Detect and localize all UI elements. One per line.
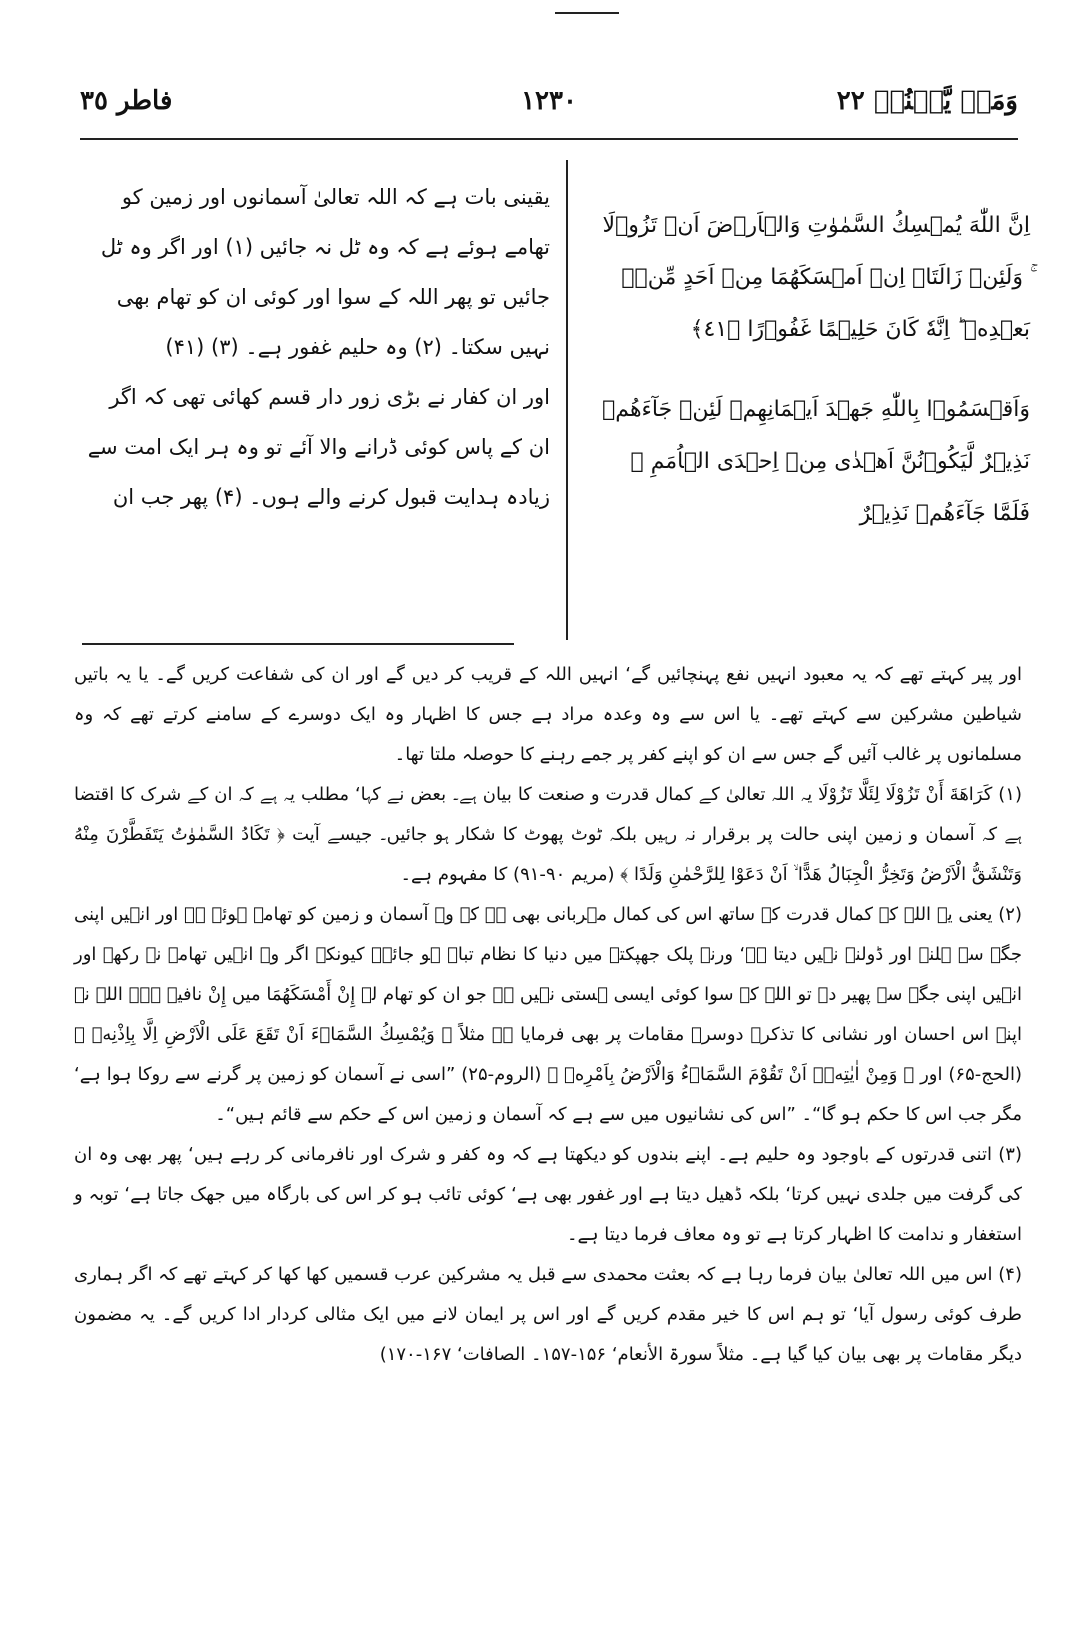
footnotes [74,655,1022,1375]
column-divider [566,160,568,640]
arabic-text-column [590,200,1030,568]
surah-title: فاطر ٣٥ [80,86,173,116]
top-rule [555,12,619,14]
translation-paragraph: اور ان کفار نے بڑی زور دار قسم کھائی تھی کہ اگر ان کے پاس کوئی ڈرانے والا آئے تو وہ ہر ایک امت سے زیادہ ہدایت قبول کرنے والے ہوں۔ (۴) پھر جب ان [87,385,550,509]
footnote-rule [82,643,514,645]
footnote-continuation: اور پیر کہتے تھے کہ یہ معبود انہیں نفع پہنچائیں گے‘ انہیں اللہ کے قریب کر دیں گے اور ان کی شفاعت کریں گے۔ یا یہ باتیں شیاطین مشرکین سے کہتے تھے۔ یا اس سے وہ وعدہ مراد ہے جس کا اظہار وہ ایک دوسرے کے سامنے کرتے تھے کہ وہ مسلمانوں پر غالب آئیں گے جس سے ان کو اپنے کفر پر جمے رہنے کا حوصلہ ملتا تھا۔ [74,664,1022,765]
ayah-42: وَاَقۡسَمُوۡا بِاللّٰهِ جَهۡدَ اَيۡمَانِهِمۡ لَئِنۡ جَآءَهُمۡ نَذِيۡرٌ لَّيَكُوۡنُنَّ اَهۡدٰى مِنۡ اِحۡدَى الۡاُمَمِ ۚ فَلَمَّا جَآءَهُمۡ نَذِيۡرٌ [602,397,1030,526]
juz-title: وَمَنۡ يَّقۡنُتۡ ٢٢ [836,86,1018,116]
footnote-2: (۲) یعنی یہ اللہ کے کمال قدرت کے ساتھ اس کی کمال مہربانی بھی ہے کہ وہ آسمان و زمین کو تھامے ہوئے ہے اور انہیں اپنی جگہ سے ہلنے اور ڈولنے نہیں دیتا ہے‘ ورنہ پلک جھپکتے میں دنیا کا نظام تباہ ہو جائے۔ کیونکہ اگر وہ انہیں تھامے نہ رکھے اور انہیں اپنی جگہ سے پھیر دے تو اللہ کے سوا کوئی ایسی ہستی نہیں ہے جو ان کو تھام لے إِنْ أَمْسَكَهُمَا میں إِنْ نافیہ ہے۔ اللہ نے اپنے اس احسان اور نشانی کا تذکرہ دوسرے مقامات پر بھی فرمایا ہے مثلاً ﴿ وَيُمْسِكُ السَّمَاۤءَ اَنْ تَقَعَ عَلَى الْاَرْضِ اِلَّا بِاِذْنِهٖ ﴾ (الحج-۶۵) اور ﴿ وَمِنْ اٰيٰتِهٖۤ اَنْ تَقُوْمَ السَّمَاۤءُ وَالْاَرْضُ بِاَمْرِهٖ ﴾ (الروم-۲۵) ”اسی نے آسمان کو زمین پر گرنے سے روکا ہوا ہے‘ مگر جب اس کا حکم ہو گا“۔ ”اس کی نشانیوں میں سے ہے کہ آسمان و زمین اس کے حکم سے قائم ہیں“۔ [74,904,1022,1125]
footnote-1: (۱) كَرَاهَةَ أَنْ تَزُوْلَا لِئَلَّا تَزُوْلَا یہ اللہ تعالیٰ کے کمال قدرت و صنعت کا بیان ہے۔ بعض نے کہا‘ مطلب یہ ہے کہ ان کے شرک کا اقتضا ہے کہ آسمان و زمین اپنی حالت پر برقرار نہ رہیں بلکہ ٹوٹ پھوٹ کا شکار ہو جائیں۔ جیسے آیت ﴿ تَكَادُ السَّمٰوٰتُ يَتَفَطَّرْنَ مِنْهُ وَتَنْشَقُّ الْاَرْضُ وَتَخِرُّ الْجِبَالُ هَدًّا ۙ اَنْ دَعَوْا لِلرَّحْمٰنِ وَلَدًا ﴾ (مریم ۹۰-۹۱) کا مفہوم ہے۔ [74,784,1022,885]
page-number: ١٢٣٠ [521,86,577,116]
header-rule [80,138,1018,140]
ayah-41: اِنَّ اللّٰهَ يُمۡسِكُ السَّمٰوٰتِ وَالۡاَرۡضَ اَنۡ تَزُوۡلَا ۚ وَلَئِنۡ زَالَتَاۤ اِنۡ اَمۡسَكَهُمَا مِنۡ اَحَدٍ مِّنۡۢ بَعۡدِهٖ ؕ اِنَّهٗ كَانَ حَلِيۡمًا غَفُوۡرًا ﴿٤١﴾ [602,213,1030,342]
translation-column [82,172,550,522]
footnote-3: (۳) اتنی قدرتوں کے باوجود وہ حلیم ہے۔ اپنے بندوں کو دیکھتا ہے کہ وہ کفر و شرک اور نافرمانی کر رہے ہیں‘ پھر بھی وہ ان کی گرفت میں جلدی نہیں کرتا‘ بلکہ ڈھیل دیتا ہے اور غفور بھی ہے‘ کوئی تائب ہو کر اس کی بارگاہ میں جھک جاتا ہے‘ توبہ و استغفار و ندامت کا اظہار کرتا ہے تو وہ معاف فرما دیتا ہے۔ [74,1144,1022,1245]
footnote-4: (۴) اس میں اللہ تعالیٰ بیان فرما رہا ہے کہ بعثت محمدی سے قبل یہ مشرکین عرب قسمیں کھا کھا کر کہتے تھے کہ اگر ہماری طرف کوئی رسول آیا‘ تو ہم اس کا خیر مقدم کریں گے اور اس پر ایمان لانے میں ایک مثالی کردار ادا کریں گے۔ یہ مضمون دیگر مقامات پر بھی بیان کیا گیا ہے۔ مثلاً سورۃ الأنعام‘ ۱۵۶-۱۵۷۔ الصافات‘ ۱۶۷-۱۷۰) [74,1264,1022,1365]
page-header [80,80,1018,130]
translation-paragraph: یقینی بات ہے کہ اللہ تعالیٰ آسمانوں اور زمین کو تھامے ہوئے ہے کہ وہ ٹل نہ جائیں (۱) اور اگر وہ ٹل جائیں تو پھر اللہ کے سوا اور کوئی ان کو تھام بھی نہیں سکتا۔ (۲) وہ حلیم غفور ہے۔ (۳) (۴۱) [100,185,550,359]
